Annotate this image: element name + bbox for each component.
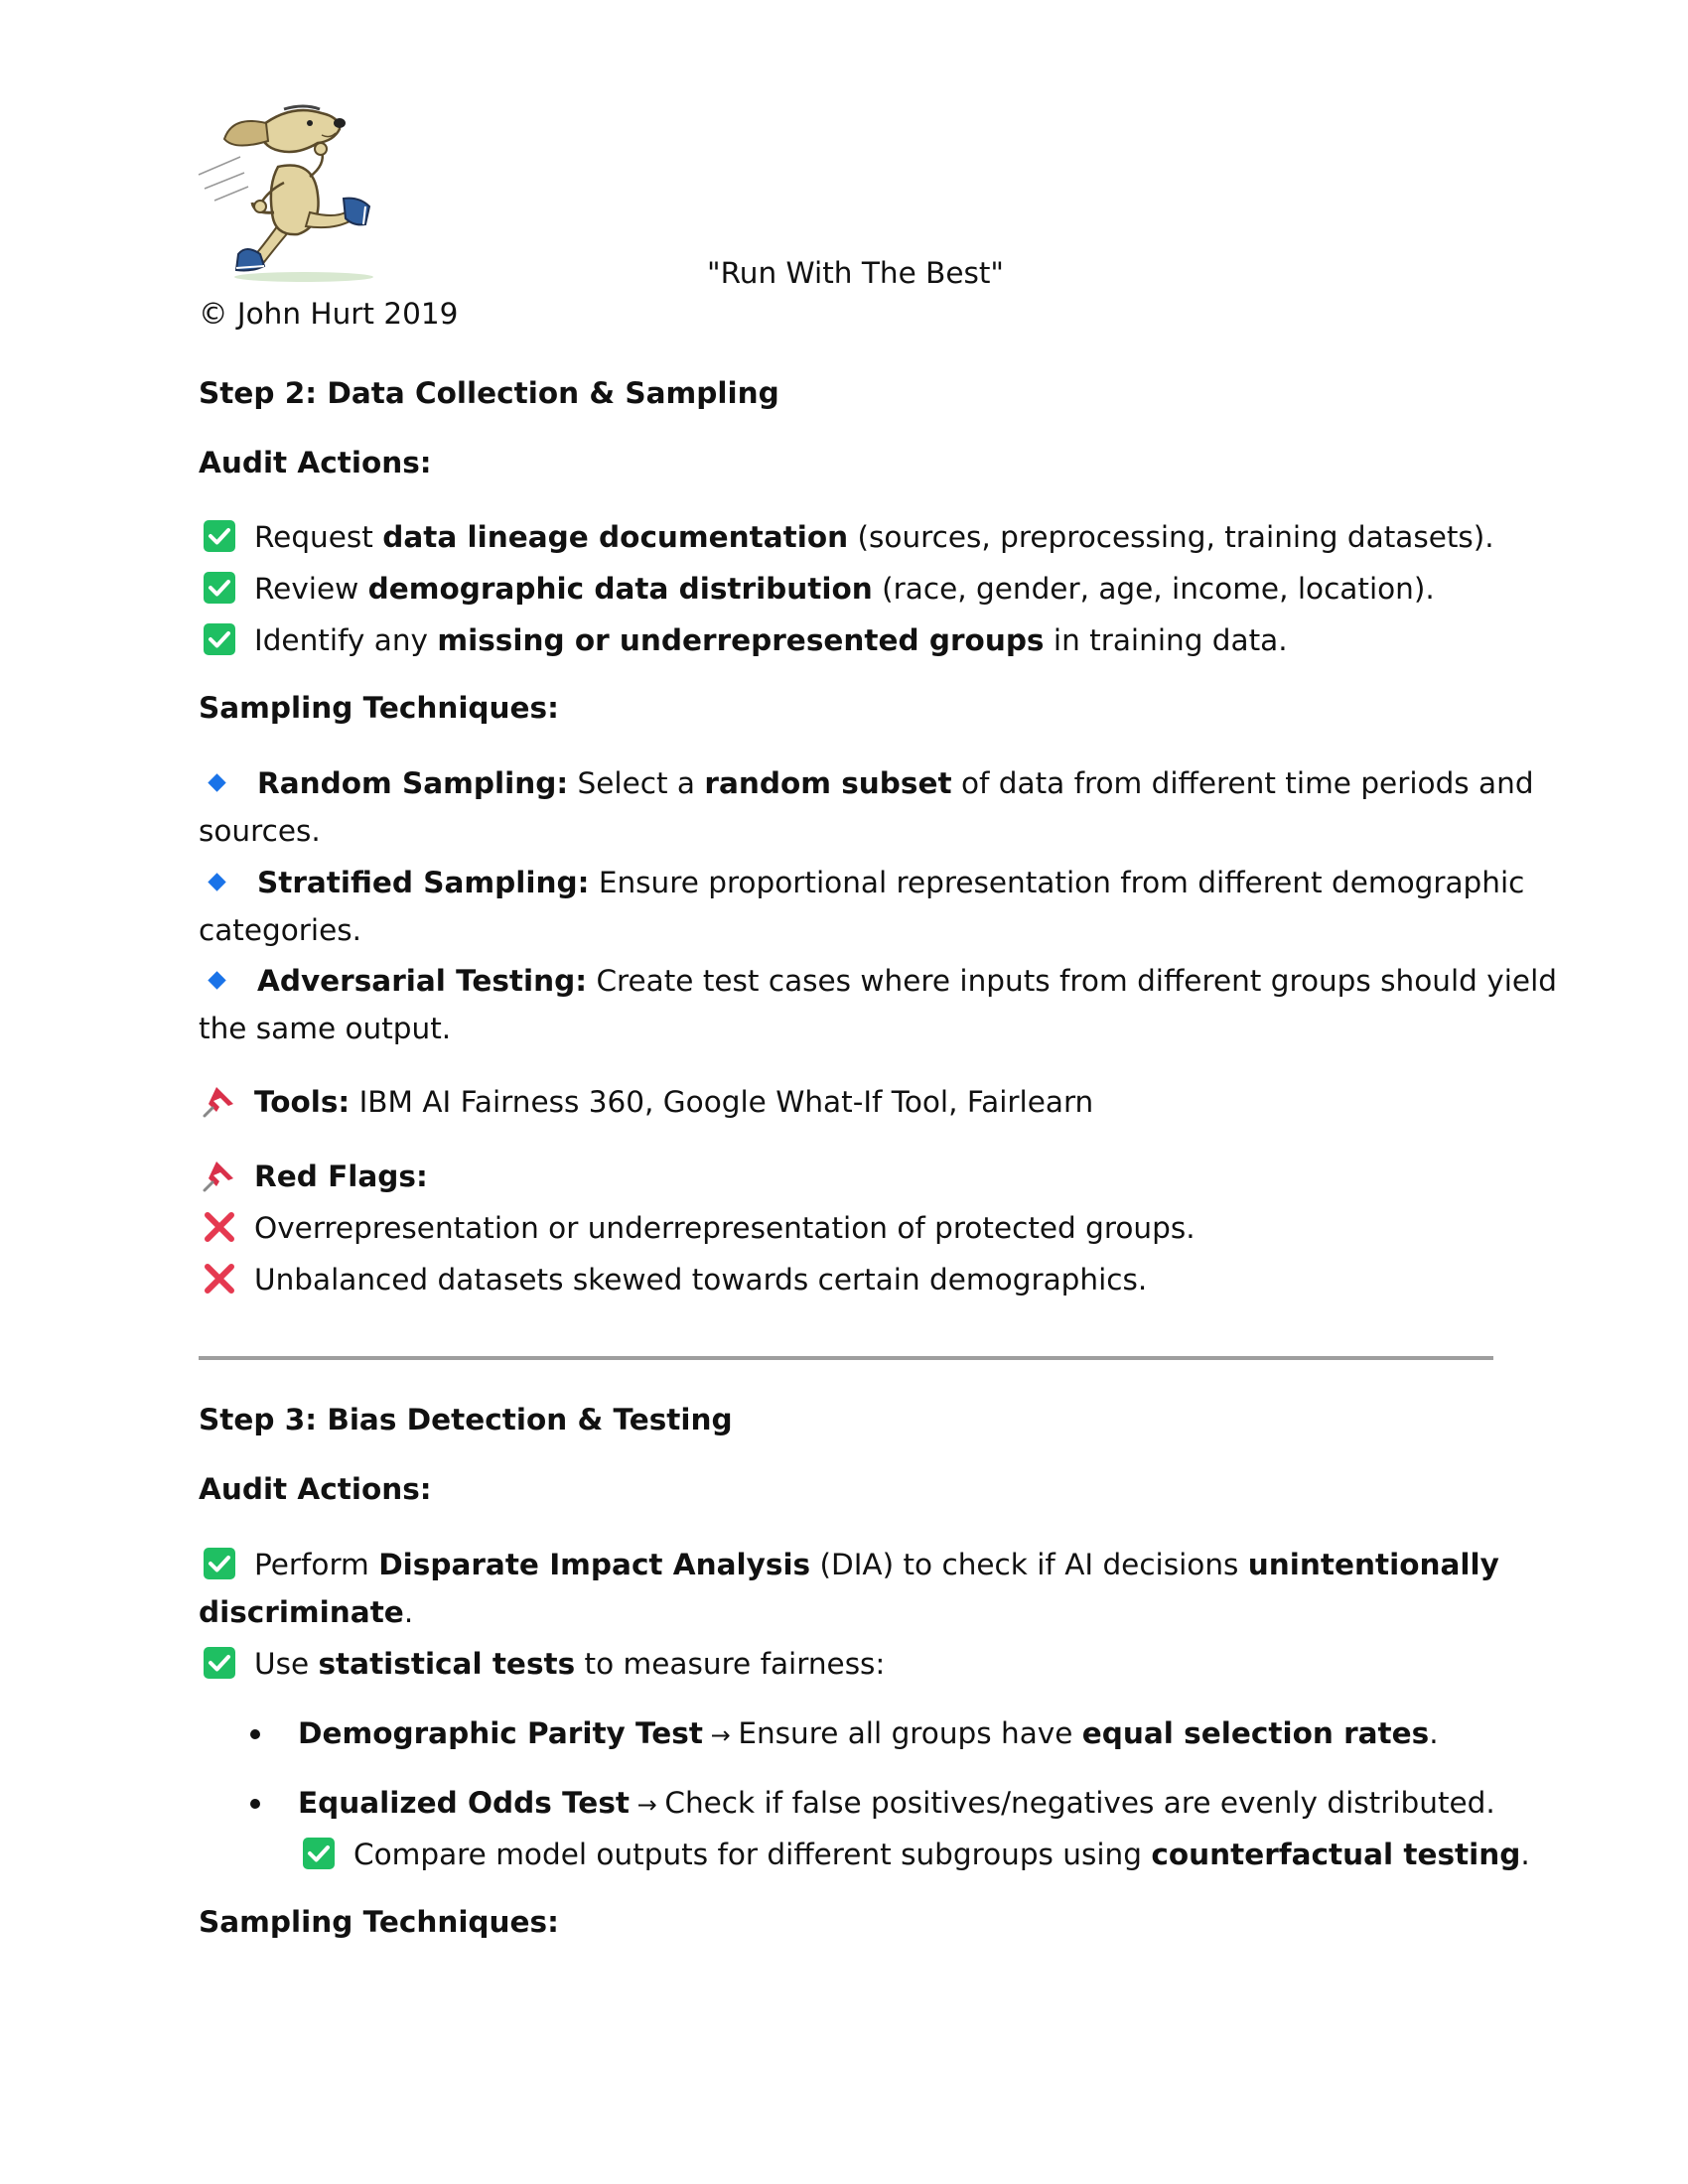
- step3-sampling-heading: Sampling Techniques:: [199, 1905, 559, 1939]
- step2-audit-item: Identify any missing or underrepresented groups in training data.: [203, 616, 1288, 664]
- motto-text: "Run With The Best": [707, 256, 1005, 290]
- tools-line: Tools: IBM AI Fairness 360, Google What-If Tool, Fairlearn: [203, 1078, 1093, 1126]
- step3-audit-heading: Audit Actions:: [199, 1472, 432, 1506]
- check-box-icon: [203, 571, 236, 605]
- red-flag-item: Overrepresentation or underrepresentation of protected groups.: [203, 1204, 1196, 1252]
- check-box-icon: [203, 1646, 236, 1680]
- copyright-text: © John Hurt 2019: [199, 297, 459, 331]
- adversarial-testing-continuation: the same output.: [199, 1012, 452, 1045]
- check-box-icon: [203, 1547, 236, 1580]
- adversarial-testing-item: Adversarial Testing: Create test cases where inputs from different groups should yield: [199, 957, 1557, 1005]
- red-cross-icon: [203, 1210, 236, 1244]
- blue-diamond-icon: [208, 873, 225, 890]
- random-sampling-item: Random Sampling: Select a random subset of data from different time periods and: [199, 759, 1534, 807]
- statistical-tests-item: Use statistical tests to measure fairness:: [203, 1640, 885, 1688]
- step2-audit-item: Request data lineage documentation (sources, preprocessing, training datasets).: [203, 513, 1494, 561]
- counterfactual-item: Compare model outputs for different subgroups using counterfactual testing.: [302, 1831, 1530, 1878]
- check-box-icon: [302, 1837, 336, 1870]
- stratified-sampling-continuation: categories.: [199, 913, 362, 947]
- red-flags-heading: Red Flags:: [203, 1153, 428, 1200]
- blue-diamond-icon: [208, 773, 225, 791]
- equalized-odds-bullet: Equalized Odds Test → Check if false positives/negatives are evenly distributed.: [298, 1779, 1495, 1829]
- blue-diamond-icon: [208, 971, 225, 989]
- pushpin-icon: [203, 1159, 236, 1192]
- stratified-sampling-item: Stratified Sampling: Ensure proportional representation from different demographic: [199, 859, 1524, 906]
- step3-heading: Step 3: Bias Detection & Testing: [199, 1403, 733, 1436]
- check-box-icon: [203, 622, 236, 656]
- check-box-icon: [203, 519, 236, 553]
- bullet-dot: [250, 1799, 260, 1809]
- step2-sampling-heading: Sampling Techniques:: [199, 691, 559, 725]
- dia-continuation: discriminate.: [199, 1595, 414, 1629]
- dia-item: Perform Disparate Impact Analysis (DIA) to check if AI decisions unintentionally: [203, 1541, 1499, 1588]
- bullet-dot: [250, 1729, 260, 1739]
- step2-audit-heading: Audit Actions:: [199, 446, 432, 479]
- running-dog-logo: [195, 95, 383, 289]
- pushpin-icon: [203, 1084, 236, 1118]
- random-sampling-continuation: sources.: [199, 814, 321, 848]
- step2-audit-item: Review demographic data distribution (race, gender, age, income, location).: [203, 565, 1435, 613]
- step2-heading: Step 2: Data Collection & Sampling: [199, 376, 779, 410]
- red-cross-icon: [203, 1262, 236, 1296]
- demographic-parity-bullet: Demographic Parity Test → Ensure all groups have equal selection rates.: [298, 1709, 1439, 1759]
- red-flag-item: Unbalanced datasets skewed towards certain demographics.: [203, 1256, 1147, 1303]
- section-divider: [199, 1356, 1493, 1360]
